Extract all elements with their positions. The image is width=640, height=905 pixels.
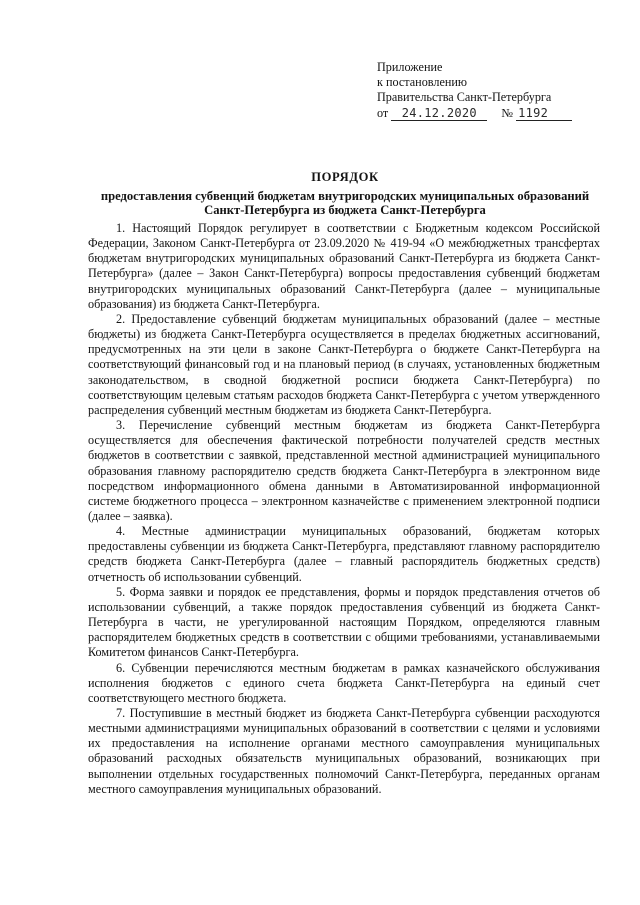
document-title	[90, 170, 600, 218]
appendix-line-2: к постановлению	[377, 75, 468, 90]
paragraph: 5. Форма заявки и порядок ее представления, формы и порядок представления отчетов об использовании субвенций, а также порядок предоставления субвенций из бюджета Санкт-Петербурга в части, не урегулированной настоящим Порядком, определяются главным распорядителем бюджетных средств в соответствии с общими требованиями, устанавливаемыми Комитетом финансов Санкт-Петербурга.	[88, 584, 600, 660]
appendix-block	[377, 60, 617, 121]
paragraph: 6. Субвенции перечисляются местным бюджетам в рамках казначейского обслуживания исполнения бюджетов с единого счета бюджета Санкт-Петербурга на единый счет соответствующего местного бюджета.	[88, 660, 600, 705]
decree-number: 1192	[516, 107, 572, 121]
appendix-date-line	[377, 106, 617, 121]
decree-date: 24.12.2020	[391, 107, 487, 121]
number-prefix: №	[501, 105, 514, 120]
appendix-line-3: Правительства Санкт-Петербурга	[377, 90, 552, 105]
title-subtitle: предоставления субвенций бюджетам внутригородских муниципальных образований Санкт-Петербурга из бюджета Санкт-Петербурга	[100, 188, 590, 218]
paragraph: 4. Местные администрации муниципальных образований, бюджетам которых предоставлены субвенции из бюджета Санкт-Петербурга, представляют главному распорядителю средств бюджета Санкт-Петербурга (далее – главный распорядитель бюджетных средств) отчетность об использовании субвенций.	[88, 524, 600, 584]
appendix-line-1: Приложение	[377, 60, 443, 74]
paragraph: 2. Предоставление субвенций бюджетам муниципальных образований (далее – местные бюджеты) из бюджета Санкт-Петербурга осуществляется в пределах бюджетных ассигнований, предусмотренных на эти цели в законе Санкт-Петербурга о бюджете Санкт-Петербурга на соответствующий финансовый год и на плановый период (в случаях, установленных бюджетным законодательством, в сводной бюджетной росписи бюджета Санкт-Петербурга) по соответствующим целевым статьям расходов бюджета Санкт-Петербурга с учетом утвержденного распределения субвенций местным бюджетам из бюджета Санкт-Петербурга.	[88, 311, 600, 417]
title-heading: ПОРЯДОК	[311, 170, 379, 184]
date-prefix: от	[377, 105, 389, 120]
paragraph: 7. Поступившие в местный бюджет из бюджета Санкт-Петербурга субвенции расходуются местными администрациями муниципальных образований в соответствии с целями и условиями их предоставления на исполнение органами местного самоуправления муниципальных образований расходных обязательств муниципальных образований, возникающих при выполнении отдельных государственных полномочий Санкт-Петербурга, переданных органам местного самоуправления муниципальных образований.	[88, 706, 600, 796]
document-body	[88, 221, 600, 797]
paragraph: 1. Настоящий Порядок регулирует в соответствии с Бюджетным кодексом Российской Федерации, Законом Санкт-Петербурга от 23.09.2020 № 419-94 «О межбюджетных трансфертах бюджетам внутригородских муниципальных образований Санкт-Петербурга из бюджета Санкт-Петербурга» (далее – Закон Санкт-Петербурга) вопросы предоставления субвенций бюджетам внутригородских муниципальных образований Санкт-Петербурга (далее – муниципальные образования) из бюджета Санкт-Петербурга.	[88, 221, 600, 311]
paragraph: 3. Перечисление субвенций местным бюджетам из бюджета Санкт-Петербурга осуществляется для обеспечения фактической потребности получателей средств местных бюджетов в соответствии с заявкой, представленной местной администрацией муниципального образования главному распорядителю средств бюджета Санкт-Петербурга в электронном виде посредством информационного обмена данными в Автоматизированной информационной системе бюджетного процесса – электронном казначействе с применением электронной подписи (далее – заявка).	[88, 418, 600, 523]
